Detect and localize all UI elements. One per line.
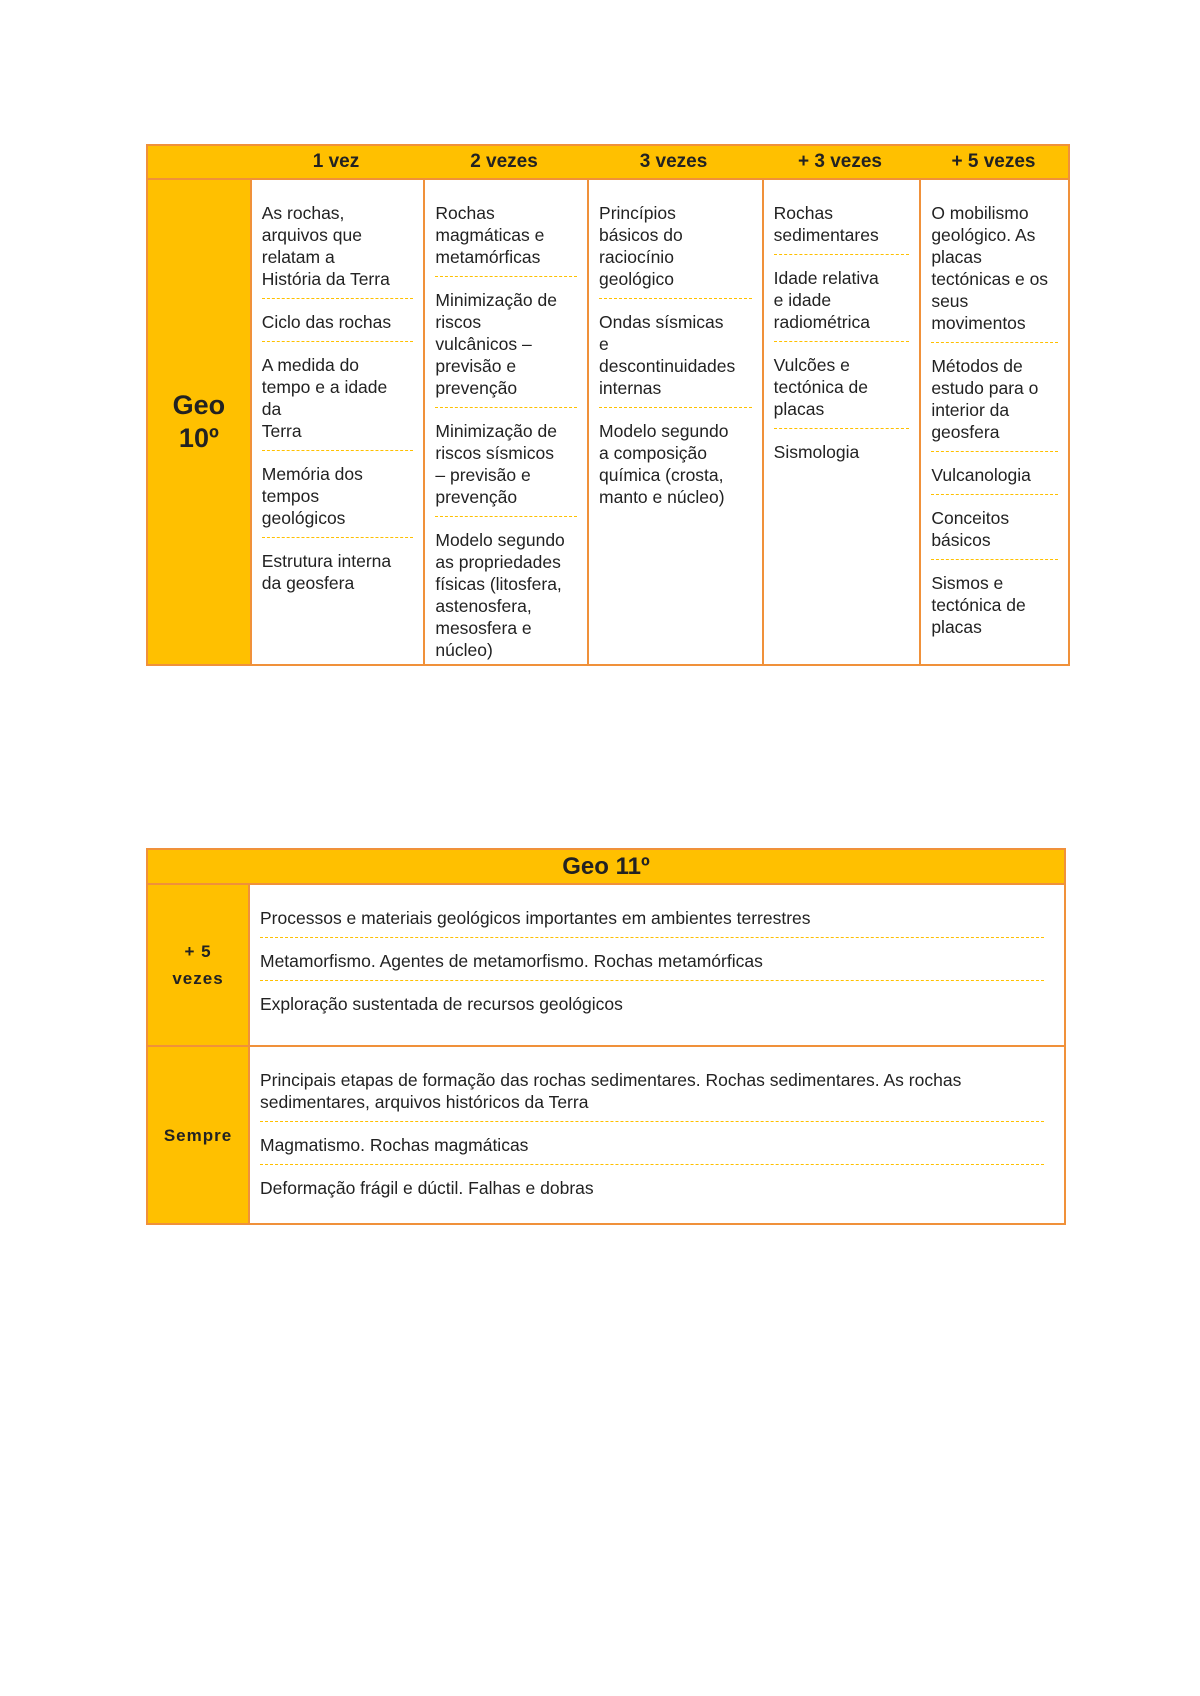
dashed-separator [931, 559, 1058, 560]
topic-item: Métodos de estudo para o interior da geosfera [931, 356, 1039, 442]
topic-item: Minimização de riscos vulcânicos – previsão e prevenção [435, 290, 557, 398]
dashed-separator [260, 1121, 1044, 1122]
row-label-line2: vezes [172, 969, 224, 988]
header-corner-cell [148, 146, 250, 178]
topic-item: Deformação frágil e dúctil. Falhas e dobras [260, 1178, 594, 1198]
topic-item: Minimização de riscos sísmicos – previsão e prevenção [435, 421, 557, 507]
topic-item: Exploração sustentada de recursos geológicos [260, 994, 623, 1014]
topic-item: Sismos e tectónica de placas [931, 573, 1026, 637]
topic-item: Principais etapas de formação das rochas sedimentares. Rochas sedimentares. As rochas sedimentares, arquivos históricos da Terra [260, 1070, 962, 1112]
dashed-separator [599, 407, 752, 408]
topic-item: Modelo segundo a composição química (crosta, manto e núcleo) [599, 421, 729, 507]
geo-10-row-label [148, 180, 252, 664]
dashed-separator [774, 428, 910, 429]
header-mais-3-vezes: + 3 vezes [798, 151, 882, 172]
row-label-line1: Sempre [163, 1125, 233, 1145]
topic-item: Memória dos tempos geológicos [261, 464, 363, 528]
topic-item: Metamorfismo. Agentes de metamorfismo. Rochas metamórficas [260, 951, 763, 971]
topic-item: Ondas sísmicas e descontinuidades internas [599, 312, 736, 398]
geo-11-row-sempre [148, 1045, 1064, 1223]
geo-10-body-row [148, 180, 1068, 664]
dashed-separator [260, 937, 1044, 938]
dashed-separator [435, 276, 577, 277]
geo-11-title: Geo 11º [148, 850, 1064, 885]
geo-10-table [146, 144, 1070, 666]
header-1-vez: 1 vez [312, 151, 360, 172]
header-mais-5-vezes: + 5 vezes [951, 151, 1036, 172]
dashed-separator [599, 298, 752, 299]
dashed-separator [262, 537, 414, 538]
dashed-separator [262, 341, 414, 342]
topic-item: O mobilismo geológico. As placas tectónicas e os seus movimentos [931, 203, 1049, 333]
topic-item: Rochas magmáticas e metamórficas [435, 203, 545, 267]
dashed-separator [931, 451, 1058, 452]
geo-11-row-mais-5-vezes [148, 885, 1064, 1045]
dashed-separator [931, 342, 1058, 343]
topic-item: Vulcões e tectónica de placas [773, 355, 869, 419]
dashed-separator [260, 980, 1044, 981]
dashed-separator [774, 341, 910, 342]
topic-item: Magmatismo. Rochas magmáticas [260, 1135, 529, 1155]
topic-item: As rochas, arquivos que relatam a História da Terra [261, 203, 390, 289]
topic-item: Sismologia [773, 442, 860, 462]
dashed-separator [262, 298, 414, 299]
row-topics [250, 1047, 1064, 1223]
row-label-line1: Geo [172, 390, 226, 420]
dashed-separator [931, 494, 1058, 495]
topic-item: Princípios básicos do raciocínio geológico [599, 203, 683, 289]
row-label-mais-5-vezes [148, 885, 250, 1045]
row-label-line2: 10º [178, 423, 219, 453]
geo-10-header-row [148, 146, 1068, 180]
column-3-vezes [587, 180, 762, 664]
geo-11-table [146, 848, 1066, 1225]
column-1-vez [252, 180, 424, 664]
topic-item: Modelo segundo as propriedades físicas (litosfera, astenosfera, mesosfera e núcleo) [435, 530, 565, 660]
topic-item: A medida do tempo e a idade da Terra [261, 355, 388, 441]
column-mais-3-vezes [762, 180, 920, 664]
topic-item: Vulcanologia [931, 465, 1031, 485]
header-3-vezes: 3 vezes [639, 151, 708, 172]
dashed-separator [774, 254, 910, 255]
topic-item: Idade relativa e idade radiométrica [773, 268, 879, 332]
dashed-separator [262, 450, 414, 451]
header-2-vezes: 2 vezes [470, 151, 538, 172]
dashed-separator [260, 1164, 1044, 1165]
topic-item: Ciclo das rochas [261, 312, 392, 332]
topic-item: Estrutura interna da geosfera [261, 551, 392, 593]
dashed-separator [435, 516, 577, 517]
dashed-separator [435, 407, 577, 408]
row-label-line1: + 5 [184, 942, 212, 961]
row-label-sempre [148, 1047, 250, 1223]
column-2-vezes [423, 180, 587, 664]
topic-item: Rochas sedimentares [773, 203, 879, 245]
topic-item: Conceitos básicos [931, 508, 1010, 550]
topic-item: Processos e materiais geológicos importantes em ambientes terrestres [260, 908, 811, 928]
column-mais-5-vezes [919, 180, 1068, 664]
row-topics [250, 885, 1064, 1045]
